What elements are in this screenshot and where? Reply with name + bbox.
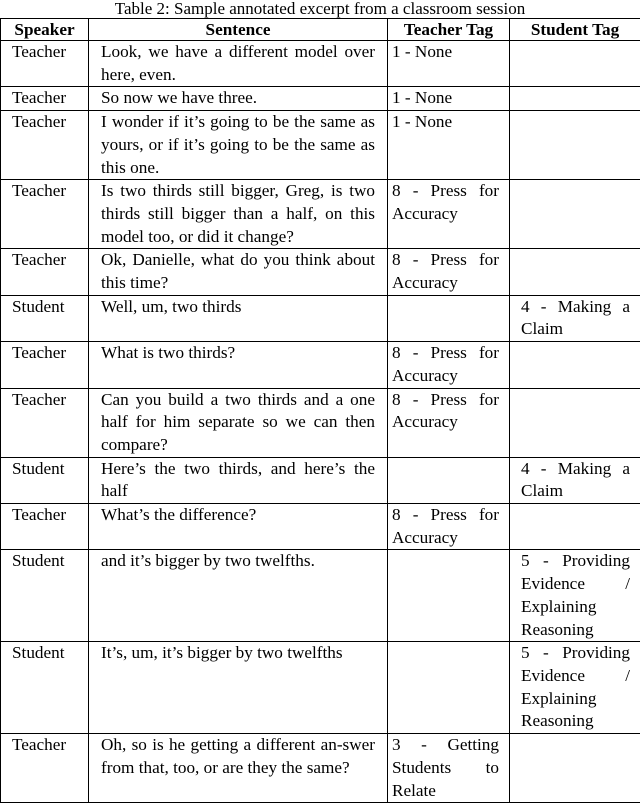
student-tag-cell (510, 41, 640, 87)
speaker-cell: Teacher (1, 388, 89, 457)
sentence-cell: Look, we have a different model over here, even. (89, 41, 388, 87)
header-speaker: Speaker (1, 19, 89, 41)
annotated-excerpt-table (0, 18, 640, 803)
table-row (1, 180, 640, 249)
sentence-cell: It’s, um, it’s bigger by two twelfths (89, 642, 388, 734)
student-tag-cell: 4 - Making a Claim (510, 295, 640, 341)
table-row (1, 504, 640, 550)
table-row (1, 41, 640, 87)
speaker-cell: Student (1, 295, 89, 341)
student-tag-cell: 4 - Making a Claim (510, 457, 640, 503)
header-student-tag: Student Tag (510, 19, 640, 41)
teacher-tag-cell: 8 - Press for Accuracy (388, 388, 510, 457)
sentence-cell: Here’s the two thirds, and here’s the half (89, 457, 388, 503)
table-row (1, 457, 640, 503)
sentence-cell: Oh, so is he getting a different an-swer from that, too, or are they the same? (89, 734, 388, 803)
table-row (1, 111, 640, 180)
student-tag-cell (510, 388, 640, 457)
student-tag-cell (510, 111, 640, 180)
teacher-tag-cell: 8 - Press for Accuracy (388, 504, 510, 550)
teacher-tag-cell: 8 - Press for Accuracy (388, 342, 510, 388)
teacher-tag-cell: 8 - Press for Accuracy (388, 249, 510, 295)
sentence-cell: Can you build a two thirds and a one half for him separate so we can then compare? (89, 388, 388, 457)
sentence-cell: What is two thirds? (89, 342, 388, 388)
speaker-cell: Teacher (1, 342, 89, 388)
teacher-tag-cell: 1 - None (388, 87, 510, 111)
sentence-cell: Is two thirds still bigger, Greg, is two thirds still bigger than a half, on this model too, or did it change? (89, 180, 388, 249)
teacher-tag-cell: 8 - Press for Accuracy (388, 180, 510, 249)
header-teacher-tag: Teacher Tag (388, 19, 510, 41)
teacher-tag-cell: 3 - Getting Students to Relate (388, 734, 510, 803)
table-row (1, 642, 640, 734)
speaker-cell: Teacher (1, 734, 89, 803)
speaker-cell: Student (1, 642, 89, 734)
speaker-cell: Teacher (1, 180, 89, 249)
table-caption: Table 2: Sample annotated excerpt from a classroom session (0, 0, 640, 18)
header-row (1, 19, 640, 41)
table-row (1, 87, 640, 111)
speaker-cell: Teacher (1, 41, 89, 87)
student-tag-cell: 5 - Providing Evidence / Explaining Reasoning (510, 550, 640, 642)
student-tag-cell (510, 342, 640, 388)
speaker-cell: Teacher (1, 87, 89, 111)
table-row (1, 249, 640, 295)
sentence-cell: I wonder if it’s going to be the same as yours, or if it’s going to be the same as this one. (89, 111, 388, 180)
sentence-cell: So now we have three. (89, 87, 388, 111)
sentence-cell: Well, um, two thirds (89, 295, 388, 341)
header-sentence: Sentence (89, 19, 388, 41)
student-tag-cell: 5 - Providing Evidence / Explaining Reasoning (510, 642, 640, 734)
student-tag-cell (510, 87, 640, 111)
student-tag-cell (510, 249, 640, 295)
teacher-tag-cell (388, 295, 510, 341)
teacher-tag-cell: 1 - None (388, 41, 510, 87)
teacher-tag-cell (388, 642, 510, 734)
speaker-cell: Student (1, 457, 89, 503)
student-tag-cell (510, 734, 640, 803)
speaker-cell: Teacher (1, 111, 89, 180)
teacher-tag-cell (388, 550, 510, 642)
sentence-cell: Ok, Danielle, what do you think about this time? (89, 249, 388, 295)
student-tag-cell (510, 180, 640, 249)
sentence-cell: and it’s bigger by two twelfths. (89, 550, 388, 642)
table-row (1, 388, 640, 457)
table-row (1, 295, 640, 341)
table-row (1, 550, 640, 642)
table-row (1, 734, 640, 803)
teacher-tag-cell (388, 457, 510, 503)
table-row (1, 342, 640, 388)
speaker-cell: Teacher (1, 249, 89, 295)
student-tag-cell (510, 504, 640, 550)
speaker-cell: Student (1, 550, 89, 642)
teacher-tag-cell: 1 - None (388, 111, 510, 180)
sentence-cell: What’s the difference? (89, 504, 388, 550)
speaker-cell: Teacher (1, 504, 89, 550)
